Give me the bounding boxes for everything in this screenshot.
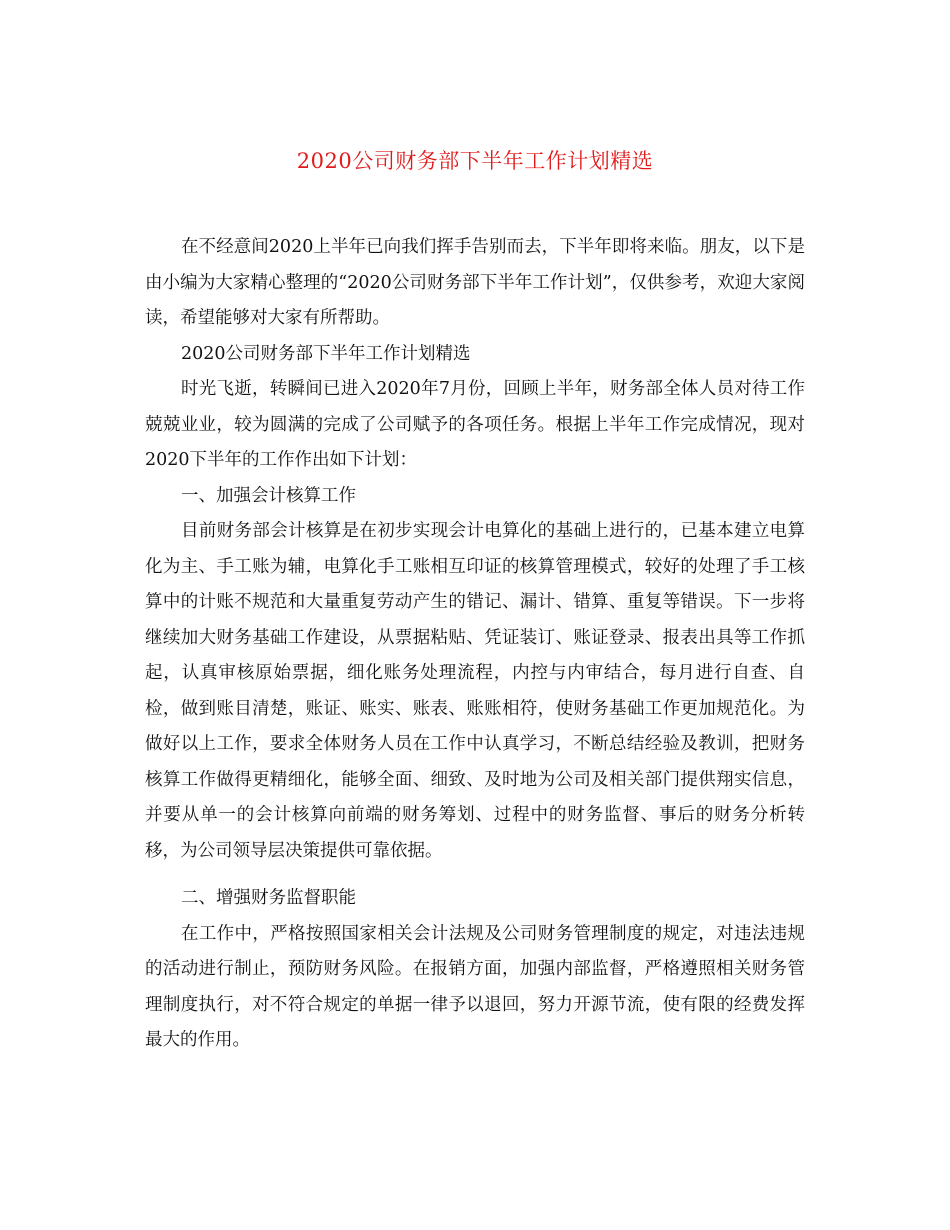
overview-paragraph: 时光飞逝，转瞬间已进入2020年7月份，回顾上半年，财务部全体人员对待工作兢兢业业，较为圆满的完成了公司赋予的各项任务。根据上半年工作完成情况，现对2020下半年的工作作出如下计划： bbox=[145, 379, 805, 470]
section-1-paragraph: 目前财务部会计核算是在初步实现会计电算化的基础上进行的，已基本建立电算化为主、手工账为辅，电算化手工账相互印证的核算管理模式，较好的处理了手工核算中的计账不规范和大量重复劳动产生的错记、漏计、错算、重复等错误。下一步将继续加大财务基础工作建设，从票据粘贴、凭证装订、账证登录、报表出具等工作抓起，认真审核原始票据，细化账务处理流程，内控与内审结合，每月进行自查、自检，做到账目清楚，账证、账实、账表、账账相符，使财务基础工作更加规范化。为做好以上工作，要求全体财务人员在工作中认真学习，不断总结经验及教训，把财务核算工作做得更精细化，能够全面、细致、及时地为公司及相关部门提供翔实信息，并要从单一的会计核算向前端的财务筹划、过程中的财务监督、事后的财务分析转移，为公司领导层决策提供可靠依据。 bbox=[145, 521, 805, 861]
subtitle-paragraph: 2020公司财务部下半年工作计划精选 bbox=[181, 343, 471, 364]
document-body bbox=[145, 230, 805, 1059]
section-heading-2: 二、增强财务监督职能 bbox=[181, 888, 356, 908]
section-2-paragraph: 在工作中，严格按照国家相关会计法规及公司财务管理制度的规定，对违法违规的活动进行制止，预防财务风险。在报销方面，加强内部监督，严格遵照相关财务管理制度执行，对不符合规定的单据一律予以退回，努力开源节流，使有限的经费发挥最大的作用。 bbox=[145, 923, 805, 1050]
intro-paragraph: 在不经意间2020上半年已向我们挥手告别而去，下半年即将来临。朋友，以下是由小编为大家精心整理的“2020公司财务部下半年工作计划”，仅供参考，欢迎大家阅读，希望能够对大家有所帮助。 bbox=[145, 237, 805, 328]
document-title: 2020公司财务部下半年工作计划精选 bbox=[296, 149, 654, 173]
section-heading-1: 一、加强会计核算工作 bbox=[181, 485, 356, 506]
